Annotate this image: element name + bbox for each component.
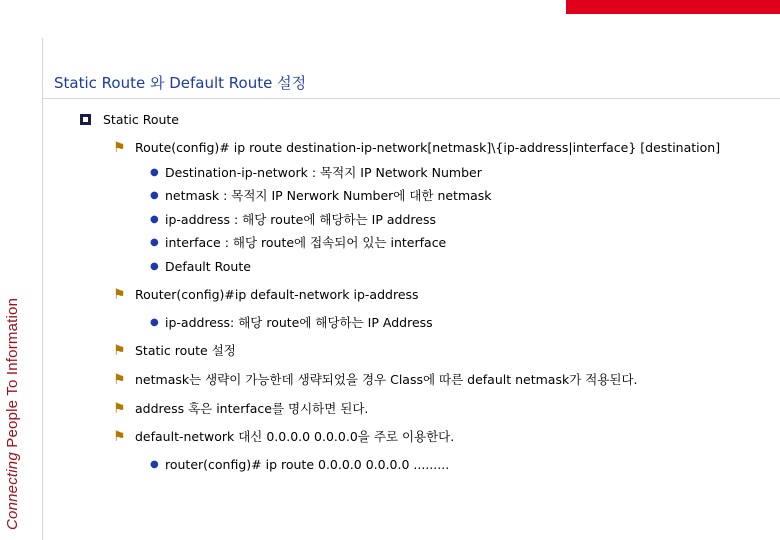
flag-bullet-icon: ⚑ xyxy=(113,343,126,359)
section-label: Static Route xyxy=(103,112,180,127)
sub-list-item: netmask : 목적지 IP Nerwork Number에 대한 netmask xyxy=(165,188,492,203)
dot-bullet-icon: ● xyxy=(150,261,159,272)
tagline-rest: People To Information xyxy=(4,297,21,453)
list-item: default-network 대신 0.0.0.0 0.0.0.0을 주로 이용한다. xyxy=(135,429,455,444)
sidebar-tagline xyxy=(4,230,21,530)
brand-bar xyxy=(566,0,780,14)
sub-list-item: interface : 해당 route에 접속되어 있는 interface xyxy=(165,235,447,250)
dot-bullet-icon: ● xyxy=(150,190,159,201)
sub-list-item: Default Route xyxy=(165,259,251,274)
tagline-italic: Connecting xyxy=(4,452,21,530)
list-item: address 혹은 interface를 명시하면 된다. xyxy=(135,401,369,416)
list-item: Router(config)#ip default-network ip-address xyxy=(135,287,419,302)
flag-bullet-icon: ⚑ xyxy=(113,287,126,303)
dot-bullet-icon: ● xyxy=(150,237,159,248)
vertical-divider xyxy=(42,38,43,540)
square-bullet-icon xyxy=(80,114,91,125)
dot-bullet-icon: ● xyxy=(150,317,159,328)
page-title: Static Route 와 Default Route 설정 xyxy=(54,74,307,92)
flag-bullet-icon: ⚑ xyxy=(113,401,126,417)
list-item: Static route 설정 xyxy=(135,343,236,358)
flag-bullet-icon: ⚑ xyxy=(113,140,126,156)
flag-bullet-icon: ⚑ xyxy=(113,372,126,388)
dot-bullet-icon: ● xyxy=(150,167,159,178)
dot-bullet-icon: ● xyxy=(150,459,159,470)
flag-bullet-icon: ⚑ xyxy=(113,429,126,445)
sub-list-item: Destination-ip-network : 목적지 IP Network Number xyxy=(165,165,482,180)
title-underline xyxy=(42,98,780,99)
sub-list-item: router(config)# ip route 0.0.0.0 0.0.0.0 ......... xyxy=(165,457,450,472)
sub-list-item: ip-address : 해당 route에 해당하는 IP address xyxy=(165,212,436,227)
sub-list-item: ip-address: 해당 route에 해당하는 IP Address xyxy=(165,315,433,330)
list-item: netmask는 생략이 가능한데 생략되었을 경우 Class에 따른 default netmask가 적용된다. xyxy=(135,372,638,387)
list-item: Route(config)# ip route destination-ip-network[netmask]\{ip-address|interface} [destination] xyxy=(135,140,721,155)
dot-bullet-icon: ● xyxy=(150,214,159,225)
